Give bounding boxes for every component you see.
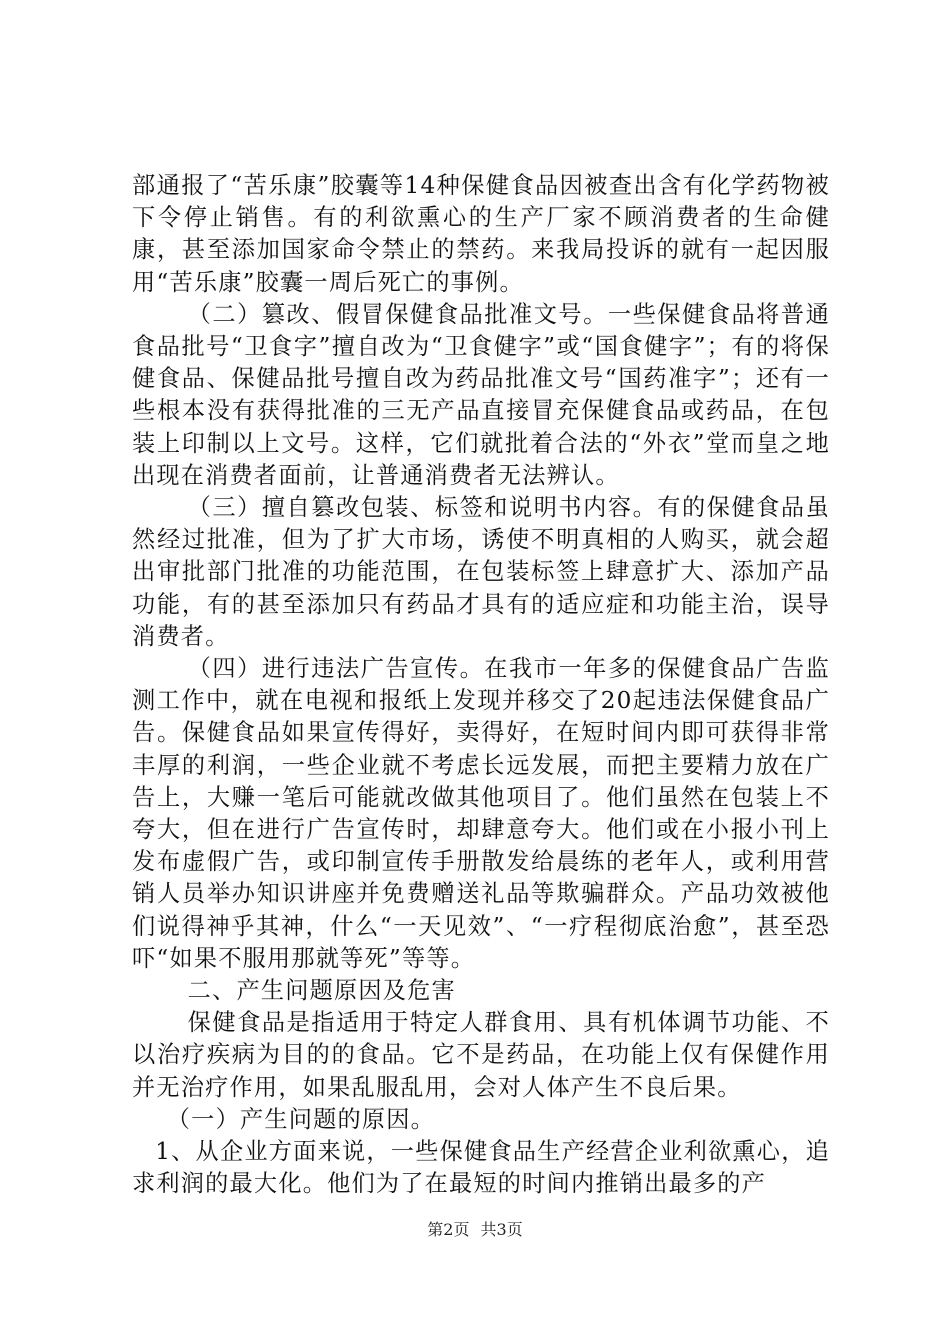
paragraph-continuation: 部通报了“苦乐康”胶囊等14种保健食品因被查出含有化学药物被下令停止销售。有的利欲熏心的生产厂家不顾消费者的生命健康，甚至添加国家命令禁止的禁药。来我局投诉的就有一起因服用“苦乐康”胶囊一周后死亡的事例。: [132, 172, 830, 296]
page-total: 共3页: [480, 1220, 523, 1239]
document-body: [132, 170, 830, 1201]
heading-causes-and-harms: 二、产生问题原因及危害: [187, 977, 456, 1005]
paragraph-section-2: （二）篡改、假冒保健食品批准文号。一些保健食品将普通食品批号“卫食字”擅自改为“卫食健字”或“国食健字”；有的将保健食品、保健品批号擅自改为药品批准文号“国药准字”；还有一些根本没有获得批准的三无产品直接冒充保健食品或药品，在包装上印制以上文号。这样，它们就批着合法的“外衣”堂而皇之地出现在消费者面前，让普通消费者无法辨认。: [132, 300, 830, 489]
page-footer: [0, 1217, 950, 1240]
paragraph-definition: 保健食品是指适用于特定人群食用、具有机体调节功能、不以治疗疾病为目的的食品。它不是药品，在功能上仅有保健作用并无治疗作用，如果乱服乱用，会对人体产生不良后果。: [132, 1009, 830, 1101]
paragraph-section-3: （三）擅自篡改包装、标签和说明书内容。有的保健食品虽然经过批准，但为了扩大市场，诱使不明真相的人购买，就会超出审批部门批准的功能范围，在包装标签上肆意扩大、添加产品功能，有的甚至添加只有药品才具有的适应症和功能主治，误导消费者。: [132, 494, 830, 650]
page-number: 第2页: [427, 1220, 470, 1239]
subheading-causes: （一）产生问题的原因。: [166, 1105, 436, 1133]
paragraph-enterprise-side: 1、从企业方面来说，一些保健食品生产经营企业利欲熏心，追求利润的最大化。他们为了在最短的时间内推销出最多的产: [132, 1138, 830, 1198]
paragraph-section-4: （四）进行违法广告宣传。在我市一年多的保健食品广告监测工作中，就在电视和报纸上发现并移交了20起违法保健食品广告。保健食品如果宣传得好，卖得好，在短时间内即可获得非常丰厚的利润，一些企业就不考虑长远发展，而把主要精力放在广告上，大赚一笔后可能就改做其他项目了。他们虽然在包装上不夸大，但在进行广告宣传时，却肆意夸大。他们或在小报小刊上发布虚假广告，或印制宣传手册散发给晨练的老年人，或利用营销人员举办知识讲座并免费赠送礼品等欺骗群众。产品功效被他们说得神乎其神，什么“一天见效”、“一疗程彻底治愈”，甚至恐吓“如果不服用那就等死”等等。: [132, 655, 830, 972]
